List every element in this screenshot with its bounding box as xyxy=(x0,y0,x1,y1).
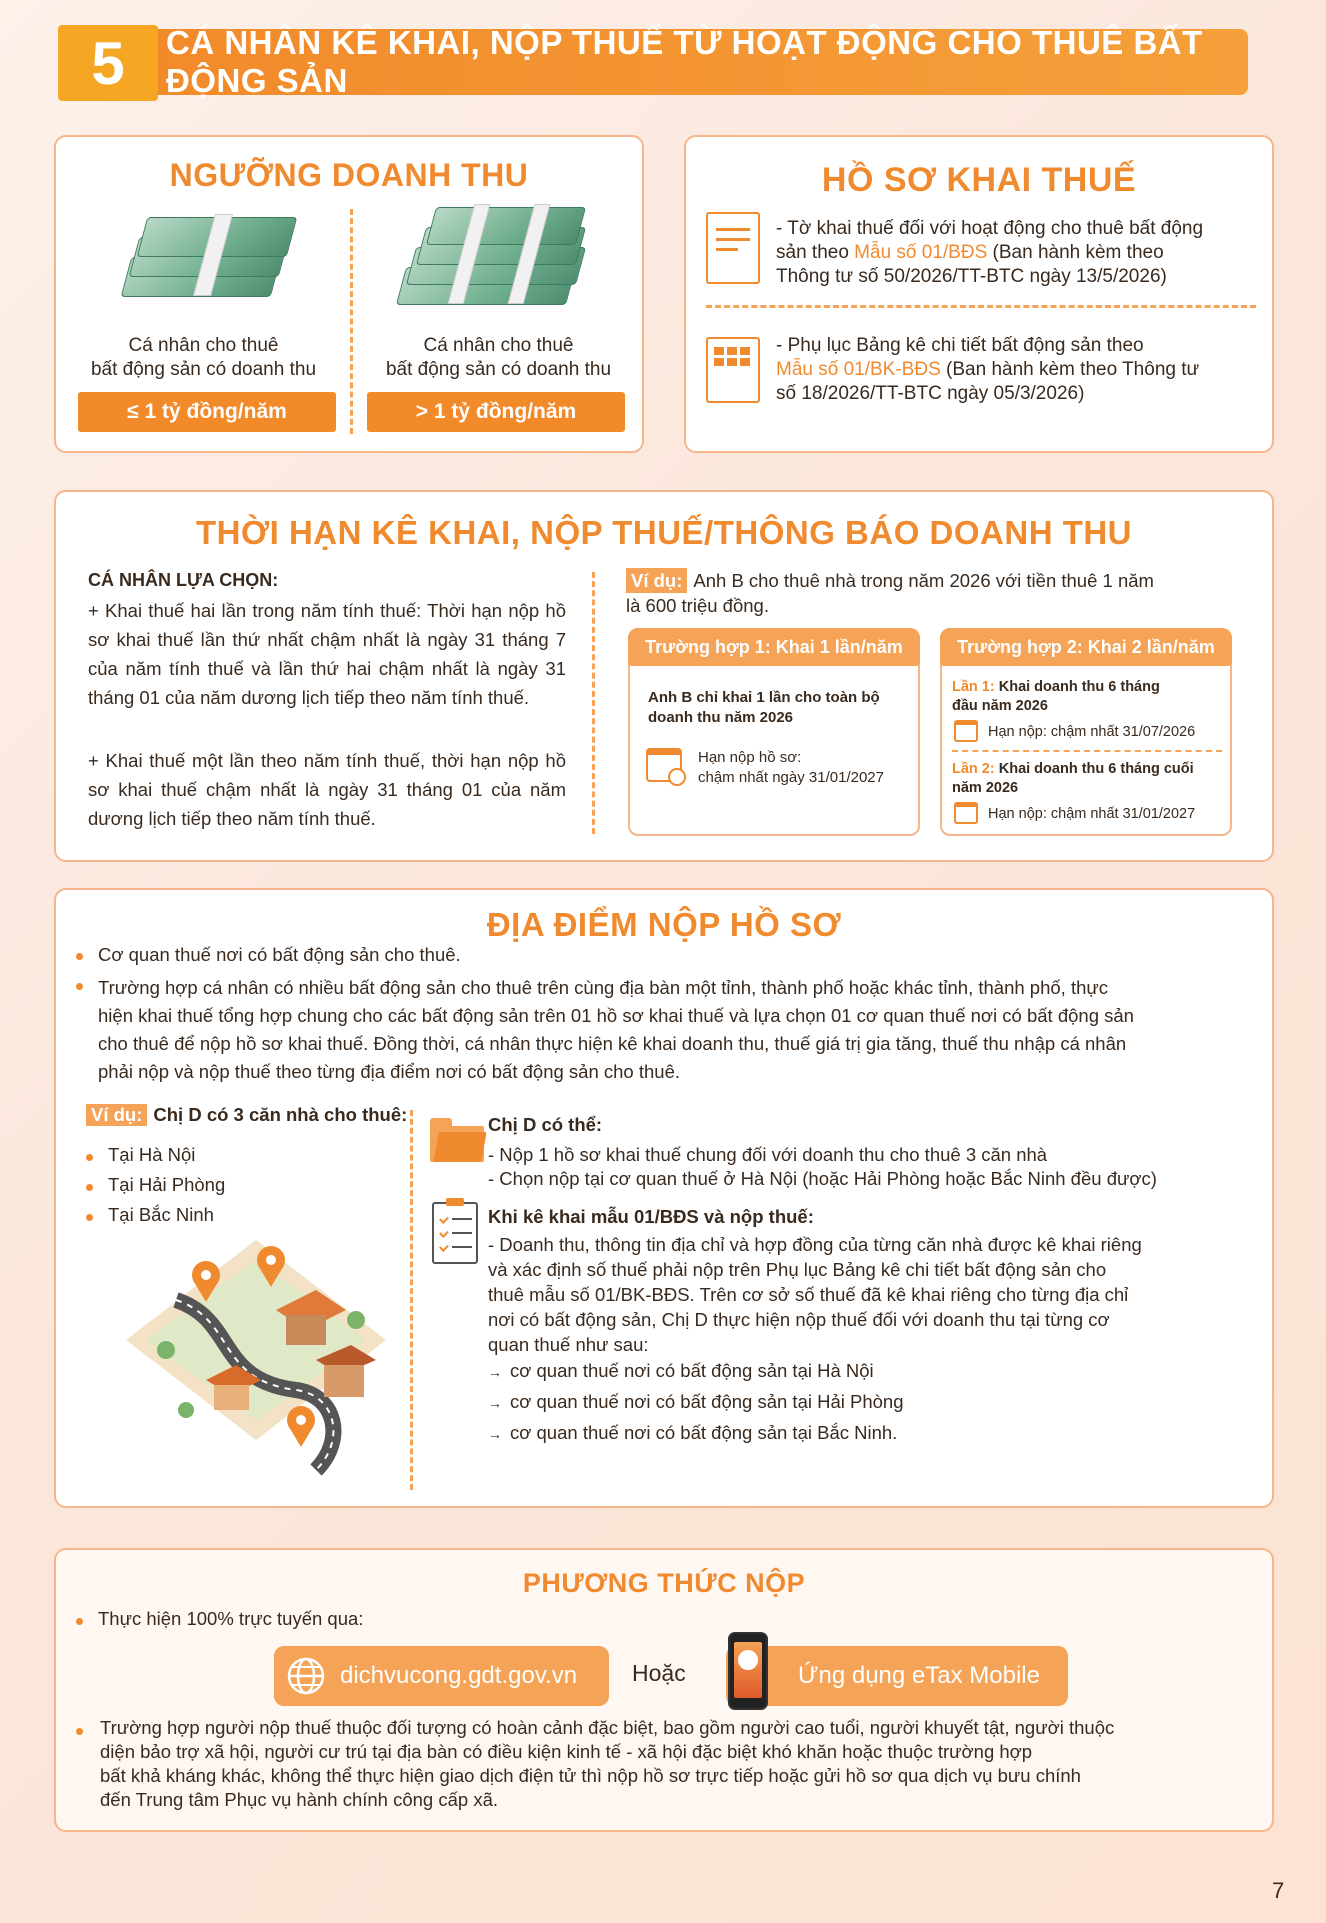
case-1-description: Anh B chỉ khai 1 lần cho toàn bộ doanh thu năm 2026 xyxy=(648,689,880,726)
arrow-right-icon: → xyxy=(488,1426,502,1442)
calendar-clock-icon xyxy=(646,748,682,782)
arrow-item: → cơ quan thuế nơi có bất động sản tại Bắc Ninh. xyxy=(488,1422,898,1443)
page-number: 7 xyxy=(1272,1878,1285,1903)
location-bullet-1: Cơ quan thuế nơi có bất động sản cho thuê. xyxy=(98,944,461,965)
threshold-left-value: ≤ 1 tỷ đồng/năm xyxy=(78,392,336,432)
case-2-first-due: Hạn nộp: chậm nhất 31/07/2026 xyxy=(988,724,1196,740)
can-item-2: - Chọn nộp tại cơ quan thuế ở Hà Nội (hoặc Hải Phòng hoặc Bắc Ninh đều được) xyxy=(488,1168,1157,1189)
method-title: PHƯƠNG THỨC NỘP xyxy=(522,1568,806,1598)
location-title: ĐỊA ĐIỂM NỘP HỒ SƠ xyxy=(486,906,842,943)
dossier-title: HỒ SƠ KHAI THUẾ xyxy=(821,161,1137,199)
or-label: Hoặc xyxy=(632,1660,686,1686)
dossier-panel xyxy=(684,135,1274,453)
threshold-right-value: > 1 tỷ đồng/năm xyxy=(367,392,625,432)
dichvucong-label: dichvucong.gdt.gov.vn xyxy=(340,1662,578,1689)
example-tag: Ví dụ: xyxy=(86,1104,147,1126)
can-title: Chị D có thể: xyxy=(488,1114,603,1135)
place-bacninh: Tại Bắc Ninh xyxy=(108,1204,214,1225)
when-description: - Doanh thu, thông tin địa chỉ và hợp đồng của từng căn nhà được kê khai riêng và xác định số thuế phải nộp trên Phụ lục Bảng kê chi tiết bất động sản cho thuê mẫu số 01/BK-BĐS. Trên cơ sở số thuế đã kê khai riêng cho từng địa chỉ nơi có bất động sản, Chị D thực hiện nộp thuế đối với doanh thu tại từng cơ quan thuế như sau: xyxy=(488,1234,1142,1355)
dossier-item-1: - Tờ khai thuế đối với hoạt động cho thuê bất động sản theo Mẫu số 01/BĐS (Ban hành kèm theo Thông tư số 50/2026/TT-BTC ngày 13/5/2026) xyxy=(776,218,1204,287)
place-hanoi: Tại Hà Nội xyxy=(108,1144,196,1165)
case-2-card xyxy=(940,628,1232,836)
deadline-title: THỜI HẠN KÊ KHAI, NỘP THUẾ/THÔNG BÁO DOANH THU xyxy=(195,514,1133,551)
money-stack-small-icon xyxy=(126,202,286,312)
choice-label: CÁ NHÂN LỰA CHỌN: xyxy=(88,570,279,590)
location-panel xyxy=(54,888,1274,1508)
arrow-right-icon: → xyxy=(488,1364,502,1380)
arrow-list xyxy=(488,1356,904,1449)
case-1-title: Trường hợp 1: Khai 1 lần/năm xyxy=(628,628,920,666)
case-2-first: Lần 1: Khai doanh thu 6 tháng đầu năm 2026 xyxy=(952,679,1160,714)
section-title-bar xyxy=(140,24,1248,99)
deadline-option-1: + Khai thuế hai lần trong năm tính thuế: Thời hạn nộp hồ sơ khai thuế lần thứ nhất chậm nhất là ngày 31 tháng 7 của năm tính thuế và lần thứ hai chậm nhất là ngày 31 tháng 01 của năm dương lịch tiếp theo năm tính thuế. xyxy=(88,600,566,708)
deadline-panel xyxy=(54,490,1274,862)
case-2-second: Lần 2: Khai doanh thu 6 tháng cuối năm 2026 xyxy=(952,761,1194,796)
arrow-item: → cơ quan thuế nơi có bất động sản tại Hà Nội xyxy=(488,1360,874,1381)
case-2-title: Trường hợp 2: Khai 2 lần/năm xyxy=(940,628,1232,666)
case-2-second-due: Hạn nộp: chậm nhất 31/01/2027 xyxy=(988,806,1196,822)
dichvucong-button[interactable] xyxy=(274,1646,609,1706)
online-label: Thực hiện 100% trực tuyến qua: xyxy=(98,1608,364,1629)
bullet xyxy=(76,1618,83,1625)
form-01-bk-bds-link: Mẫu số 01/BK-BĐS xyxy=(776,359,941,380)
threshold-title: NGƯỠNG DOANH THU xyxy=(169,157,529,193)
folder-icon xyxy=(430,1118,484,1162)
etax-mobile-label: Ứng dụng eTax Mobile xyxy=(798,1662,1040,1689)
arrow-right-icon: → xyxy=(488,1395,502,1411)
threshold-panel xyxy=(54,135,644,453)
calendar-clock-icon xyxy=(954,802,978,824)
clipboard-checklist-icon xyxy=(432,1202,478,1264)
location-divider xyxy=(410,1110,413,1490)
city-map-illustration xyxy=(116,1220,396,1490)
bullet xyxy=(86,1214,93,1221)
section-number: 5 xyxy=(58,25,158,101)
case-1-due: Hạn nộp hồ sơ: chậm nhất ngày 31/01/2027 xyxy=(698,749,884,786)
when-title: Khi kê khai mẫu 01/BĐS và nộp thuế: xyxy=(488,1206,814,1227)
special-case-text: Trường hợp người nộp thuế thuộc đối tượng có hoàn cảnh đặc biệt, bao gồm người cao tuổi, người khuyết tật, người thuộc diện bảo trợ xã hội, người cư trú tại địa bàn có điều kiện kinh tế - xã hội đặc biệt khó khăn hoặc thuộc trường hợp bất khả kháng khác, không thể thực hiện giao dịch điện tử thì nộp hồ sơ trực tiếp hoặc gửi hồ sơ qua dịch vụ bưu chính đến Trung tâm Phục vụ hành chính công cấp xã. xyxy=(100,1717,1115,1810)
document-icon xyxy=(706,212,760,284)
case-2-divider xyxy=(952,750,1222,752)
deadline-example: Ví dụ: Anh B cho thuê nhà trong năm 2026 với tiền thuê 1 năm là 600 triệu đồng. xyxy=(626,570,1154,616)
example-tag: Ví dụ: xyxy=(626,568,687,593)
arrow-item: → cơ quan thuế nơi có bất động sản tại Hải Phòng xyxy=(488,1391,904,1412)
location-example-title: Ví dụ: Chị D có 3 căn nhà cho thuê: xyxy=(86,1104,407,1126)
section-title: CÁ NHÂN KÊ KHAI, NỘP THUẾ TỪ HOẠT ĐỘNG CHO THUÊ BẤT ĐỘNG SẢN xyxy=(166,24,1203,99)
bullet xyxy=(76,1728,83,1735)
globe-icon xyxy=(286,1656,326,1696)
table-grid-icon xyxy=(706,337,760,403)
phone-icon xyxy=(728,1632,768,1710)
case-1-card xyxy=(628,628,920,836)
dossier-item-2: - Phụ lục Bảng kê chi tiết bất động sản theo Mẫu số 01/BK-BĐS (Ban hành kèm theo Thông tư số 18/2026/TT-BTC ngày 05/3/2026) xyxy=(776,335,1200,404)
deadline-option-2: + Khai thuế một lần theo năm tính thuế, thời hạn nộp hồ sơ khai thuế chậm nhất là ngày 31 tháng 01 của năm dương lịch tiếp theo năm tính thuế. xyxy=(88,750,566,829)
can-item-1: - Nộp 1 hồ sơ khai thuế chung đối với doanh thu cho thuê 3 căn nhà xyxy=(488,1144,1048,1165)
deadline-divider xyxy=(592,572,595,834)
threshold-left-caption: Cá nhân cho thuê bất động sản có doanh thu xyxy=(90,335,317,380)
money-stack-large-icon xyxy=(401,192,586,317)
form-01-bds-link: Mẫu số 01/BĐS xyxy=(854,242,988,263)
method-panel xyxy=(54,1548,1274,1832)
threshold-right-caption: Cá nhân cho thuê bất động sản có doanh thu xyxy=(385,335,612,380)
bullet xyxy=(86,1184,93,1191)
calendar-clock-icon xyxy=(954,720,978,742)
threshold-divider xyxy=(350,209,353,434)
location-bullet-2: Trường hợp cá nhân có nhiều bất động sản cho thuê trên cùng địa bàn một tỉnh, thành phố hoặc khác tỉnh, thành phố, thực hiện khai thuế tổng hợp chung cho các bất động sản trên 01 hồ sơ khai thuế và lựa chọn 01 cơ quan thuế nơi có bất động sản cho thuê để nộp hồ sơ khai thuế. Đồng thời, cá nhân thực hiện kê khai doanh thu, thuế giá trị gia tăng, thuế thu nhập cá nhân phải nộp và nộp thuế theo từng địa điểm nơi có bất động sản cho thuê. xyxy=(98,977,1134,1082)
bullet xyxy=(76,953,83,960)
bullet xyxy=(76,983,83,990)
dossier-divider xyxy=(706,305,1256,308)
place-haiphong: Tại Hải Phòng xyxy=(108,1174,226,1195)
etax-mobile-button[interactable] xyxy=(726,1646,1068,1706)
bullet xyxy=(86,1154,93,1161)
